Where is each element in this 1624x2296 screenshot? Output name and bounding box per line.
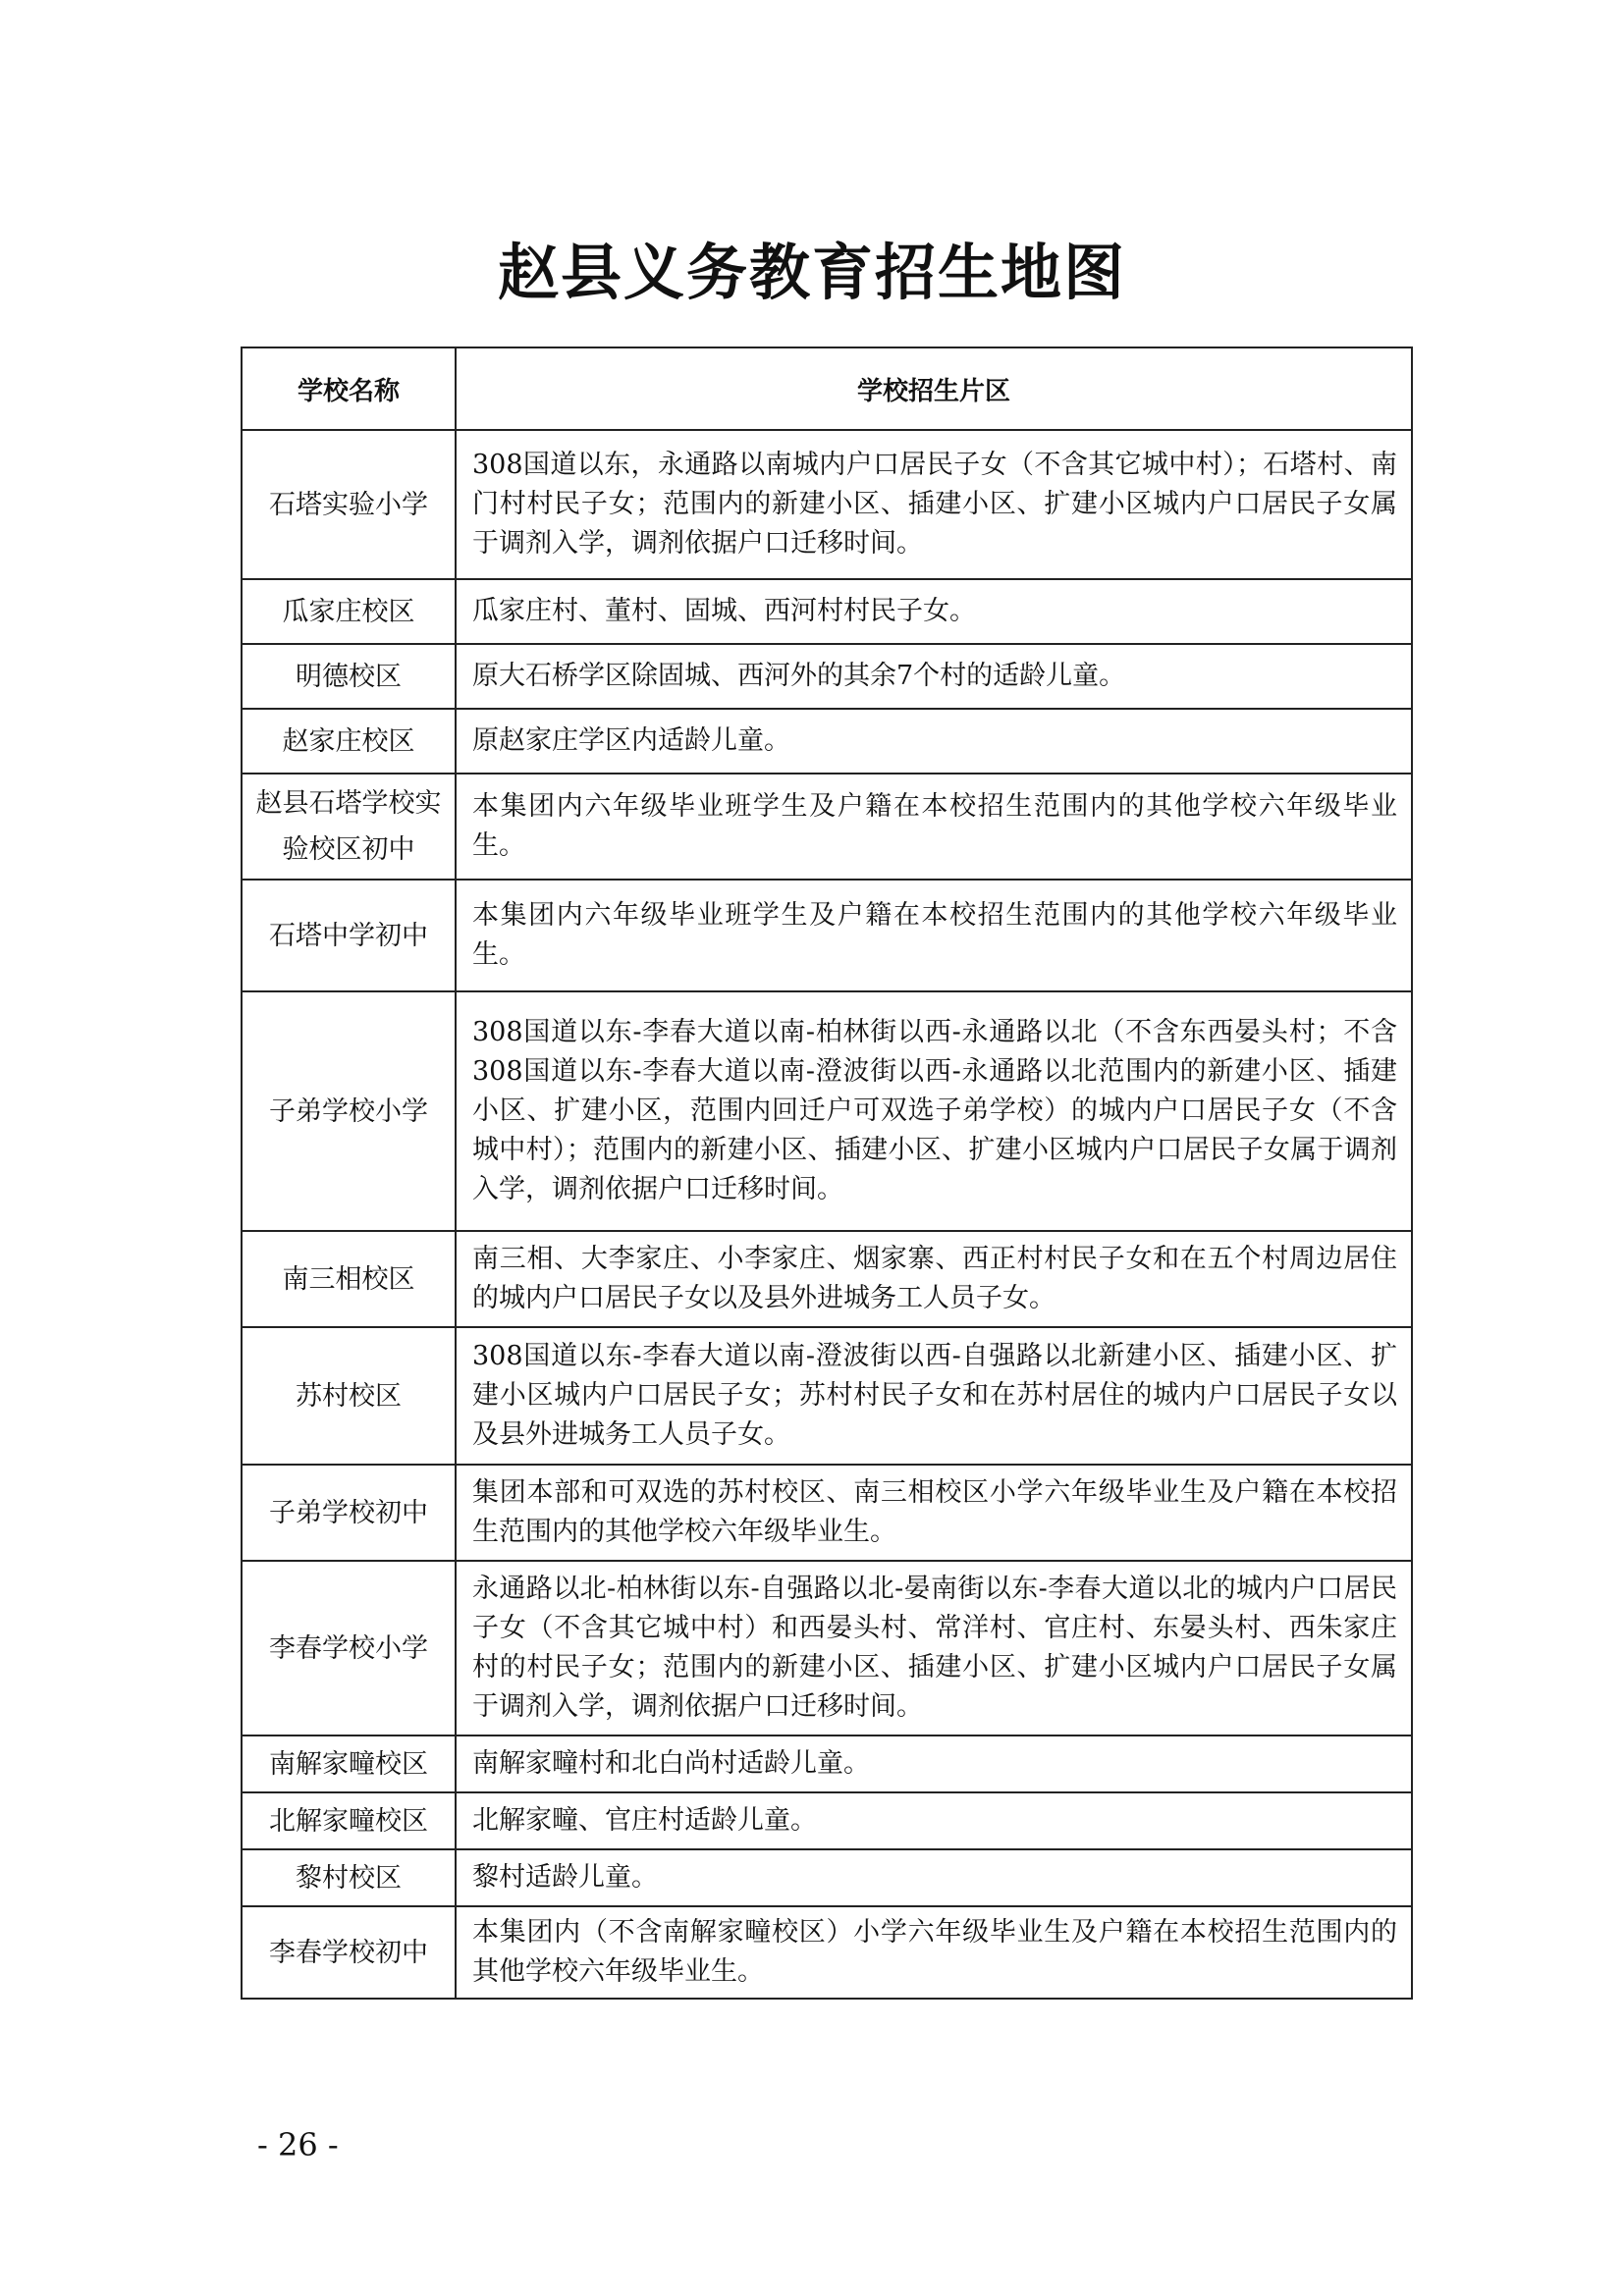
enrollment-area-cell: 南解家疃村和北白尚村适龄儿童。 <box>456 1735 1412 1792</box>
table-row <box>242 1231 1412 1327</box>
enrollment-area-cell: 黎村适龄儿童。 <box>456 1849 1412 1906</box>
table-row <box>242 1465 1412 1561</box>
table-row <box>242 579 1412 644</box>
enrollment-area-cell: 本集团内六年级毕业班学生及户籍在本校招生范围内的其他学校六年级毕业生。 <box>456 880 1412 991</box>
school-name-cell: 李春学校小学 <box>242 1561 456 1735</box>
enrollment-area-cell: 原大石桥学区除固城、西河外的其余7个村的适龄儿童。 <box>456 644 1412 709</box>
table-row <box>242 1327 1412 1465</box>
enrollment-table <box>241 347 1413 2000</box>
table-row <box>242 1561 1412 1735</box>
enrollment-area-cell: 本集团内（不含南解家疃校区）小学六年级毕业生及户籍在本校招生范围内的其他学校六年级毕业生。 <box>456 1906 1412 1999</box>
enrollment-area-cell: 集团本部和可双选的苏村校区、南三相校区小学六年级毕业生及户籍在本校招生范围内的其他学校六年级毕业生。 <box>456 1465 1412 1561</box>
page-number: - 26 - <box>257 2126 339 2163</box>
school-name-cell: 赵县石塔学校实验校区初中 <box>242 774 456 880</box>
school-name-cell: 南三相校区 <box>242 1231 456 1327</box>
table-row <box>242 430 1412 579</box>
enrollment-area-cell: 308国道以东，永通路以南城内户口居民子女（不含其它城中村）；石塔村、南门村村民子女；范围内的新建小区、插建小区、扩建小区城内户口居民子女属于调剂入学，调剂依据户口迁移时间。 <box>456 430 1412 579</box>
table-row <box>242 1792 1412 1849</box>
table-row <box>242 709 1412 774</box>
table-row <box>242 1849 1412 1906</box>
table-row <box>242 774 1412 880</box>
school-name-cell: 赵家庄校区 <box>242 709 456 774</box>
enrollment-area-cell: 南三相、大李家庄、小李家庄、烟家寨、西正村村民子女和在五个村周边居住的城内户口居民子女以及县外进城务工人员子女。 <box>456 1231 1412 1327</box>
school-name-cell: 北解家疃校区 <box>242 1792 456 1849</box>
school-name-cell: 子弟学校初中 <box>242 1465 456 1561</box>
enrollment-area-cell: 308国道以东-李春大道以南-柏林街以西-永通路以北（不含东西晏头村；不含308国道以东-李春大道以南-澄波街以西-永通路以北范围内的新建小区、插建小区、扩建小区，范围内回迁户可双选子弟学校）的城内户口居民子女（不含城中村）；范围内的新建小区、插建小区、扩建小区城内户口居民子女属于调剂入学，调剂依据户口迁移时间。 <box>456 991 1412 1231</box>
table-header-row <box>242 347 1412 430</box>
school-name-cell: 李春学校初中 <box>242 1906 456 1999</box>
school-name-cell: 南解家疃校区 <box>242 1735 456 1792</box>
table-row <box>242 1906 1412 1999</box>
header-school-name: 学校名称 <box>242 347 456 430</box>
table-row <box>242 880 1412 991</box>
enrollment-area-cell: 原赵家庄学区内适龄儿童。 <box>456 709 1412 774</box>
table-row <box>242 644 1412 709</box>
school-name-cell: 瓜家庄校区 <box>242 579 456 644</box>
page-title: 赵县义务教育招生地图 <box>497 237 1126 308</box>
school-name-cell: 明德校区 <box>242 644 456 709</box>
enrollment-area-cell: 308国道以东-李春大道以南-澄波街以西-自强路以北新建小区、插建小区、扩建小区城内户口居民子女；苏村村民子女和在苏村居住的城内户口居民子女以及县外进城务工人员子女。 <box>456 1327 1412 1465</box>
school-name-cell: 苏村校区 <box>242 1327 456 1465</box>
school-name-cell: 石塔实验小学 <box>242 430 456 579</box>
school-name-cell: 黎村校区 <box>242 1849 456 1906</box>
enrollment-area-cell: 永通路以北-柏林街以东-自强路以北-晏南街以东-李春大道以北的城内户口居民子女（不含其它城中村）和西晏头村、常洋村、官庄村、东晏头村、西朱家庄村的村民子女；范围内的新建小区、插建小区、扩建小区城内户口居民子女属于调剂入学，调剂依据户口迁移时间。 <box>456 1561 1412 1735</box>
enrollment-area-cell: 瓜家庄村、董村、固城、西河村村民子女。 <box>456 579 1412 644</box>
school-name-cell: 石塔中学初中 <box>242 880 456 991</box>
enrollment-table-wrapper <box>241 347 1411 2000</box>
school-name-cell: 子弟学校小学 <box>242 991 456 1231</box>
enrollment-area-cell: 本集团内六年级毕业班学生及户籍在本校招生范围内的其他学校六年级毕业生。 <box>456 774 1412 880</box>
header-enrollment-area: 学校招生片区 <box>456 347 1412 430</box>
table-row <box>242 1735 1412 1792</box>
enrollment-area-cell: 北解家疃、官庄村适龄儿童。 <box>456 1792 1412 1849</box>
table-row <box>242 991 1412 1231</box>
